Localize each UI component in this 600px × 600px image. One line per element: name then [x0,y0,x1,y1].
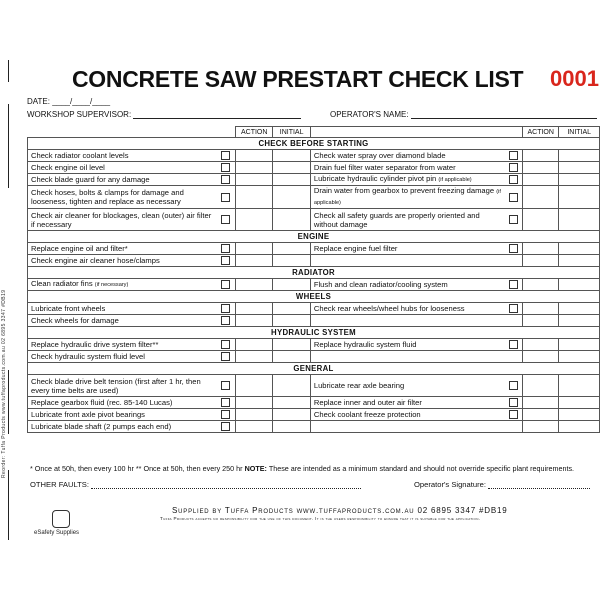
operator-signature-field[interactable] [414,480,590,489]
column-header-row [28,127,600,138]
item-label: Check engine air cleaner hose/clamps [28,255,217,267]
table-row [28,186,600,209]
checkbox[interactable] [221,280,230,289]
initial-cell[interactable] [559,279,600,291]
action-cell[interactable] [523,315,559,327]
checkbox[interactable] [509,193,518,202]
checkbox[interactable] [509,381,518,390]
other-faults-label: OTHER FAULTS: [30,480,89,489]
initial-cell[interactable] [273,186,310,209]
table-row [28,174,600,186]
initial-cell[interactable] [559,397,600,409]
action-cell[interactable] [235,255,272,267]
checkbox[interactable] [221,398,230,407]
empty-item [310,315,506,327]
item-label: Lubricate front axle pivot bearings [28,409,217,421]
checkbox[interactable] [221,410,230,419]
checkbox[interactable] [221,151,230,160]
action-cell[interactable] [235,375,272,397]
action-cell[interactable] [235,397,272,409]
action-cell[interactable] [523,397,559,409]
action-header: ACTION [523,127,559,138]
initial-cell[interactable] [273,397,310,409]
action-cell[interactable] [235,339,272,351]
supervisor-label: WORKSHOP SUPERVISOR: [27,110,132,119]
action-cell[interactable] [235,315,272,327]
initial-cell[interactable] [273,303,310,315]
item-label: Replace inner and outer air filter [310,397,506,409]
initial-cell[interactable] [559,174,600,186]
item-note: (if applicable) [438,177,472,183]
initial-header: INITIAL [559,127,600,138]
table-row [28,279,600,291]
initial-cell[interactable] [559,421,600,433]
date-label: DATE: ____/____/____ [27,97,111,106]
margin-rule [8,370,9,434]
initial-cell[interactable] [273,279,310,291]
checkbox[interactable] [221,316,230,325]
section-radiator: RADIATOR [28,267,600,279]
action-cell[interactable] [523,409,559,421]
checkbox[interactable] [509,175,518,184]
table-row [28,150,600,162]
checkbox[interactable] [221,163,230,172]
item-note: (if necessary) [94,282,129,288]
item-note: (if applicable) [313,189,501,206]
checkbox[interactable] [509,280,518,289]
initial-cell[interactable] [273,375,310,397]
section-wheels: WHEELS [28,291,600,303]
checkbox[interactable] [509,340,518,349]
section-hydraulic: HYDRAULIC SYSTEM [28,327,600,339]
table-row [28,315,600,327]
action-cell[interactable] [523,421,559,433]
date-field[interactable] [27,97,110,106]
item-label: Check blade guard for any damage [28,174,217,186]
initial-cell[interactable] [559,150,600,162]
operator-name-field[interactable] [330,110,597,119]
margin-rule [8,104,9,188]
empty-box [506,351,523,363]
item-label: Drain fuel filter water separator from water [310,162,506,174]
action-cell[interactable] [235,186,272,209]
action-cell[interactable] [523,375,559,397]
empty-item [310,255,506,267]
checkbox[interactable] [221,340,230,349]
action-cell[interactable] [523,255,559,267]
action-cell[interactable] [235,303,272,315]
checkbox[interactable] [221,193,230,202]
table-row [28,303,600,315]
action-cell[interactable] [523,174,559,186]
supplier-line: Supplied by Tuffa Products www.tuffaproducts.com.au 02 6895 3347 #DB19 [172,506,508,515]
item-label-with-note [310,174,506,186]
action-cell[interactable] [523,339,559,351]
initial-cell[interactable] [559,186,600,209]
checkbox[interactable] [509,163,518,172]
item-label: Lubricate hydraulic cylinder pivot pin [313,174,437,183]
item-label: Drain water from gearbox to prevent freezing damage [313,186,495,195]
action-cell[interactable] [235,421,272,433]
initial-cell[interactable] [559,303,600,315]
action-cell[interactable] [523,243,559,255]
table-row [28,351,600,363]
item-label: Clean radiator fins [31,279,93,288]
initial-cell[interactable] [273,243,310,255]
initial-cell[interactable] [273,421,310,433]
checkbox[interactable] [221,175,230,184]
item-label-with-note [28,279,217,291]
empty-box [506,421,523,433]
item-label: Check rear wheels/wheel hubs for looseness [310,303,506,315]
logo-text: eSafety Supplies [34,530,80,536]
empty-item [310,351,506,363]
checkbox[interactable] [509,215,518,224]
item-label: Check wheels for damage [28,315,217,327]
initial-cell[interactable] [273,315,310,327]
initial-cell[interactable] [273,162,310,174]
initial-cell[interactable] [559,339,600,351]
disclaimer: Tuffa Products accepts no responsibility for the use of this document. It is the users responsibility to ensure that it is suitable for the application. [160,516,481,521]
initial-cell[interactable] [273,255,310,267]
table-row [28,339,600,351]
item-label: Check water spray over diamond blade [310,150,506,162]
checkbox[interactable] [509,304,518,313]
operator-signature-line[interactable] [488,481,590,489]
action-cell[interactable] [523,162,559,174]
item-label: Check blade drive belt tension (first after 1 hr, then every time belts are used) [28,375,217,397]
checkbox[interactable] [509,410,518,419]
checkbox[interactable] [221,381,230,390]
serial-number: 0001 [550,66,599,91]
initial-cell[interactable] [559,243,600,255]
item-label: Lubricate rear axle bearing [310,375,506,397]
initial-cell[interactable] [273,150,310,162]
initial-cell[interactable] [273,409,310,421]
initial-cell[interactable] [273,351,310,363]
initial-cell[interactable] [559,209,600,231]
item-label: Replace engine oil and filter* [28,243,217,255]
action-cell[interactable] [235,150,272,162]
item-label: Check all safety guards are properly oriented and without damage [310,209,506,231]
checkbox[interactable] [221,215,230,224]
action-cell[interactable] [523,150,559,162]
action-cell[interactable] [523,279,559,291]
table-row [28,421,600,433]
checkbox[interactable] [221,304,230,313]
other-faults-field[interactable] [30,480,361,489]
table-row [28,243,600,255]
item-label: Check engine oil level [28,162,217,174]
action-cell[interactable] [523,209,559,231]
section-general: GENERAL [28,363,600,375]
table-row [28,409,600,421]
item-label: Check air cleaner for blockages, clean (outer) air filter if necessary [28,209,217,231]
table-row [28,209,600,231]
section-before-starting: CHECK BEFORE STARTING [28,138,600,150]
initial-cell[interactable] [273,174,310,186]
reorder-side-text: Reorder: Tuffa Products www.tuffaproducts.com.au 02 6895 3347 #DB19 [1,289,7,478]
empty-box [506,255,523,267]
operator-name-input-line[interactable] [411,111,597,119]
table-row [28,255,600,267]
action-cell[interactable] [523,186,559,209]
item-label: Check coolant freeze protection [310,409,506,421]
item-label: Check hydraulic system fluid level [28,351,217,363]
initial-header: INITIAL [273,127,310,138]
supervisor-field[interactable] [27,110,301,119]
item-label: Replace engine fuel filter [310,243,506,255]
initial-cell[interactable] [273,339,310,351]
item-label: Lubricate blade shaft (2 pumps each end) [28,421,217,433]
table-row [28,397,600,409]
action-cell[interactable] [523,351,559,363]
section-engine: ENGINE [28,231,600,243]
item-label: Replace gearbox fluid (rec. 85-140 Lucas) [28,397,217,409]
item-label: Lubricate front wheels [28,303,217,315]
initial-cell[interactable] [559,315,600,327]
footnote [30,464,574,473]
action-cell[interactable] [235,174,272,186]
action-cell[interactable] [235,162,272,174]
item-label-with-note [310,186,506,209]
other-faults-line[interactable] [91,481,361,489]
action-cell[interactable] [235,279,272,291]
action-cell[interactable] [235,209,272,231]
initial-cell[interactable] [559,351,600,363]
action-cell[interactable] [235,409,272,421]
checkbox[interactable] [509,151,518,160]
checkbox[interactable] [221,352,230,361]
item-label: Replace hydraulic drive system filter** [28,339,217,351]
checkbox[interactable] [221,244,230,253]
action-cell[interactable] [235,243,272,255]
margin-rule [8,60,9,82]
checkbox[interactable] [221,256,230,265]
blank-header [310,127,522,138]
initial-cell[interactable] [559,162,600,174]
checkbox[interactable] [509,244,518,253]
table-row [28,162,600,174]
item-label: Check radiator coolant levels [28,150,217,162]
blank-header [28,127,236,138]
operator-signature-label: Operator's Signature: [414,480,486,489]
item-label: Check hoses, bolts & clamps for damage and looseness, tighten and replace as necessary [28,186,217,209]
item-label: Replace hydraulic system fluid [310,339,506,351]
checkbox[interactable] [509,398,518,407]
footnote-intervals: * Once at 50h, then every 100 hr ** Once at 50h, then every 250 hr [30,464,243,473]
initial-cell[interactable] [559,375,600,397]
initial-cell[interactable] [559,255,600,267]
action-cell[interactable] [523,303,559,315]
esafety-logo-icon [52,510,70,528]
initial-cell[interactable] [559,409,600,421]
page-title: CONCRETE SAW PRESTART CHECK LIST [72,66,524,92]
item-label: Flush and clean radiator/cooling system [310,279,506,291]
note-text: These are intended as a minimum standard and should not override specific plant requirements. [268,464,575,473]
empty-box [506,315,523,327]
empty-item [310,421,506,433]
action-cell[interactable] [235,351,272,363]
table-row [28,375,600,397]
checkbox[interactable] [221,422,230,431]
initial-cell[interactable] [273,209,310,231]
margin-rule [8,470,9,540]
checklist-table [27,126,600,433]
action-header: ACTION [235,127,272,138]
note-label: NOTE: [244,464,267,473]
supervisor-input-line[interactable] [133,111,301,119]
operator-name-label: OPERATOR'S NAME: [330,110,409,119]
